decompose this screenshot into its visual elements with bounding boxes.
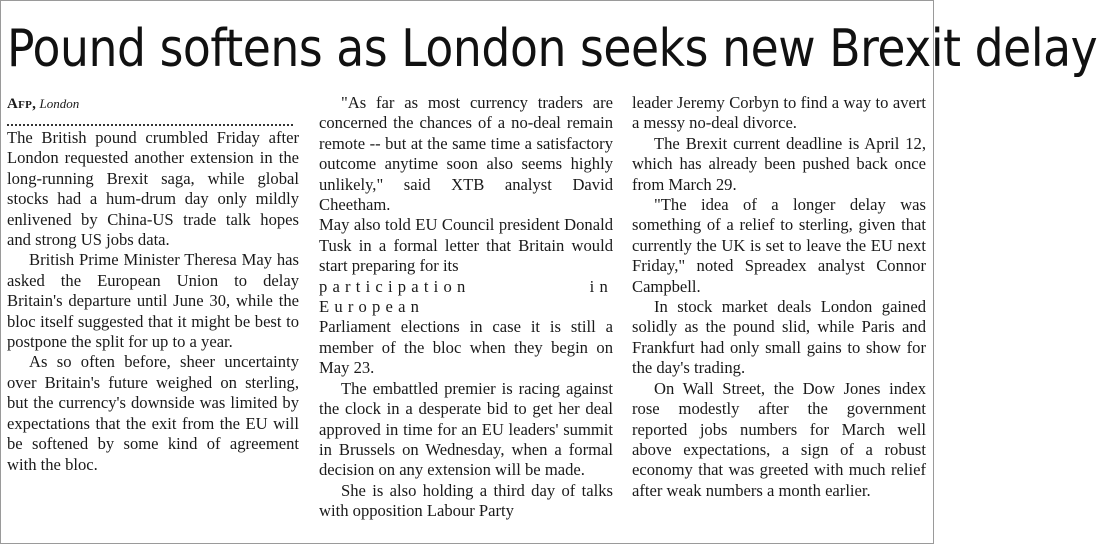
headline: Pound softens as London seeks new Brexit delay [7, 19, 1097, 79]
byline-location: London [39, 96, 80, 111]
paragraph: She is also holding a third day of talks with opposition Labour Party [319, 480, 613, 521]
byline-agency: Afp, [7, 96, 37, 112]
article-column-3 [632, 93, 926, 539]
article-column-2 [319, 93, 613, 539]
paragraph: On Wall Street, the Dow Jones index rose modestly after the government reported jobs numbers for March well above expectations, a sign of a robust economy that was greeted with much relief after weak numbers a month earlier. [632, 378, 926, 500]
paragraph: British Prime Minister Theresa May has asked the European Union to delay Britain's departure until June 30, while the bloc itself suggested that it might be best to postpone the split for up to a year. [7, 250, 299, 352]
paragraph: In stock market deals London gained solidly as the pound slid, while Paris and Frankfurt had only small gains to show for the day's trading. [632, 297, 926, 378]
paragraph: The embattled premier is racing against the clock in a desperate bid to get her deal approved in time for an EU leaders' summit in Brussels on Wednesday, when a formal decision on any extension will be made. [319, 378, 613, 480]
paragraph: May also told EU Council president Donald Tusk in a formal letter that Britain would start preparing for its [319, 215, 613, 276]
paragraph: "As far as most currency traders are concerned the chances of a no-deal remain remote -- but at the same time a satisfactory outcome anytime soon also seems highly unlikely," said XTB analyst David Cheetham. [319, 93, 613, 215]
dotted-divider [7, 115, 293, 126]
paragraph: participation in European [319, 276, 613, 317]
paragraph: "The idea of a longer delay was something of a relief to sterling, given that currently the UK is set to leave the EU next Friday," noted Spreadex analyst Connor Campbell. [632, 195, 926, 296]
paragraph: leader Jeremy Corbyn to find a way to avert a messy no-deal divorce. [632, 93, 926, 133]
paragraph: The British pound crumbled Friday after London requested another extension in the long-running Brexit saga, while global stocks had a hum-drum day only mildly enlivened by China-US trade talk hopes and strong US jobs data. [7, 128, 299, 250]
paragraph: As so often before, sheer uncertainty over Britain's future weighed on sterling, but the currency's downside was limited by expectations that the exit from the EU will be softened by some kind of agreement with the bloc. [7, 352, 299, 474]
paragraph: The Brexit current deadline is April 12, which has already been pushed back once from March 29. [632, 133, 926, 194]
article-column-1 [7, 93, 299, 539]
paragraph: Parliament elections in case it is still a member of the bloc when they begin on May 23. [319, 317, 613, 378]
byline [7, 93, 299, 115]
